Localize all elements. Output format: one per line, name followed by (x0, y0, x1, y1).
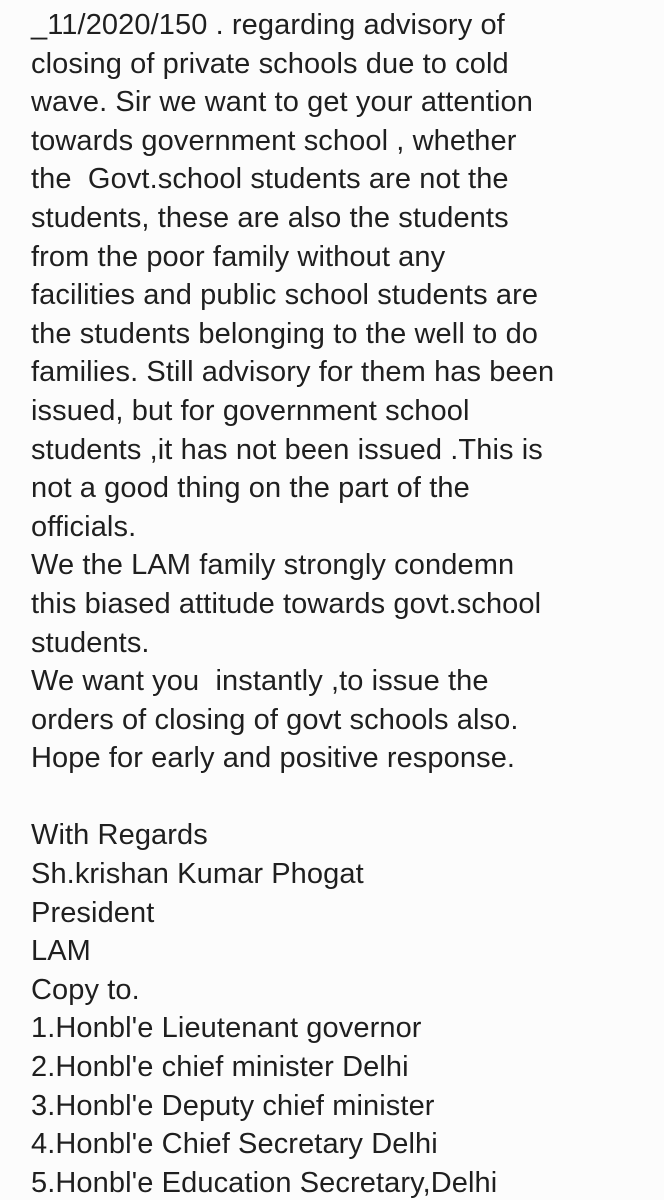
copy-to-item: 2.Honbl'e chief minister Delhi (31, 1051, 409, 1084)
body-line: students, these are also the students (31, 201, 509, 234)
body-line: officials. (31, 510, 137, 543)
closing-text: With Regards (31, 819, 208, 852)
body-line: closing of private schools due to cold (31, 47, 509, 80)
body-line: wave. Sir we want to get your attention (31, 86, 533, 119)
body-line: not a good thing on the part of the (31, 472, 470, 505)
organization-name: LAM (31, 935, 91, 968)
body-line: the Govt.school students are not the (31, 163, 509, 196)
copy-to-item: 4.Honbl'e Chief Secretary Delhi (31, 1128, 438, 1161)
body-line: students. (31, 626, 150, 659)
spacer (31, 778, 646, 817)
body-line: We the LAM family strongly condemn (31, 549, 515, 582)
body-line: the students belonging to the well to do (31, 317, 539, 350)
copy-to-item: 1.Honbl'e Lieutenant governor (31, 1012, 422, 1045)
letter-body (31, 6, 646, 778)
body-line: towards government school , whether (31, 124, 517, 157)
body-line: from the poor family without any (31, 240, 446, 273)
body-line: this biased attitude towards govt.school (31, 587, 542, 620)
body-line: Hope for early and positive response. (31, 742, 516, 775)
copy-to-item: 3.Honbl'e Deputy chief minister (31, 1089, 435, 1122)
body-line: issued, but for government school (31, 394, 470, 427)
copy-to-heading: Copy to. (31, 973, 140, 1006)
body-line: orders of closing of govt schools also. (31, 703, 519, 736)
body-line: _11/2020/150 . regarding advisory of (31, 9, 505, 41)
copy-to-item: 5.Honbl'e Education Secretary,Delhi (31, 1166, 498, 1199)
signatory-name: Sh.krishan Kumar Phogat (31, 858, 364, 891)
body-line: students ,it has not been issued .This is (31, 433, 543, 466)
copy-to-section (31, 971, 646, 1200)
signature-block (31, 816, 646, 970)
body-line: families. Still advisory for them has been (31, 356, 555, 389)
body-line: facilities and public school students are (31, 279, 539, 312)
body-line: We want you instantly ,to issue the (31, 665, 489, 698)
signatory-title: President (31, 896, 155, 929)
